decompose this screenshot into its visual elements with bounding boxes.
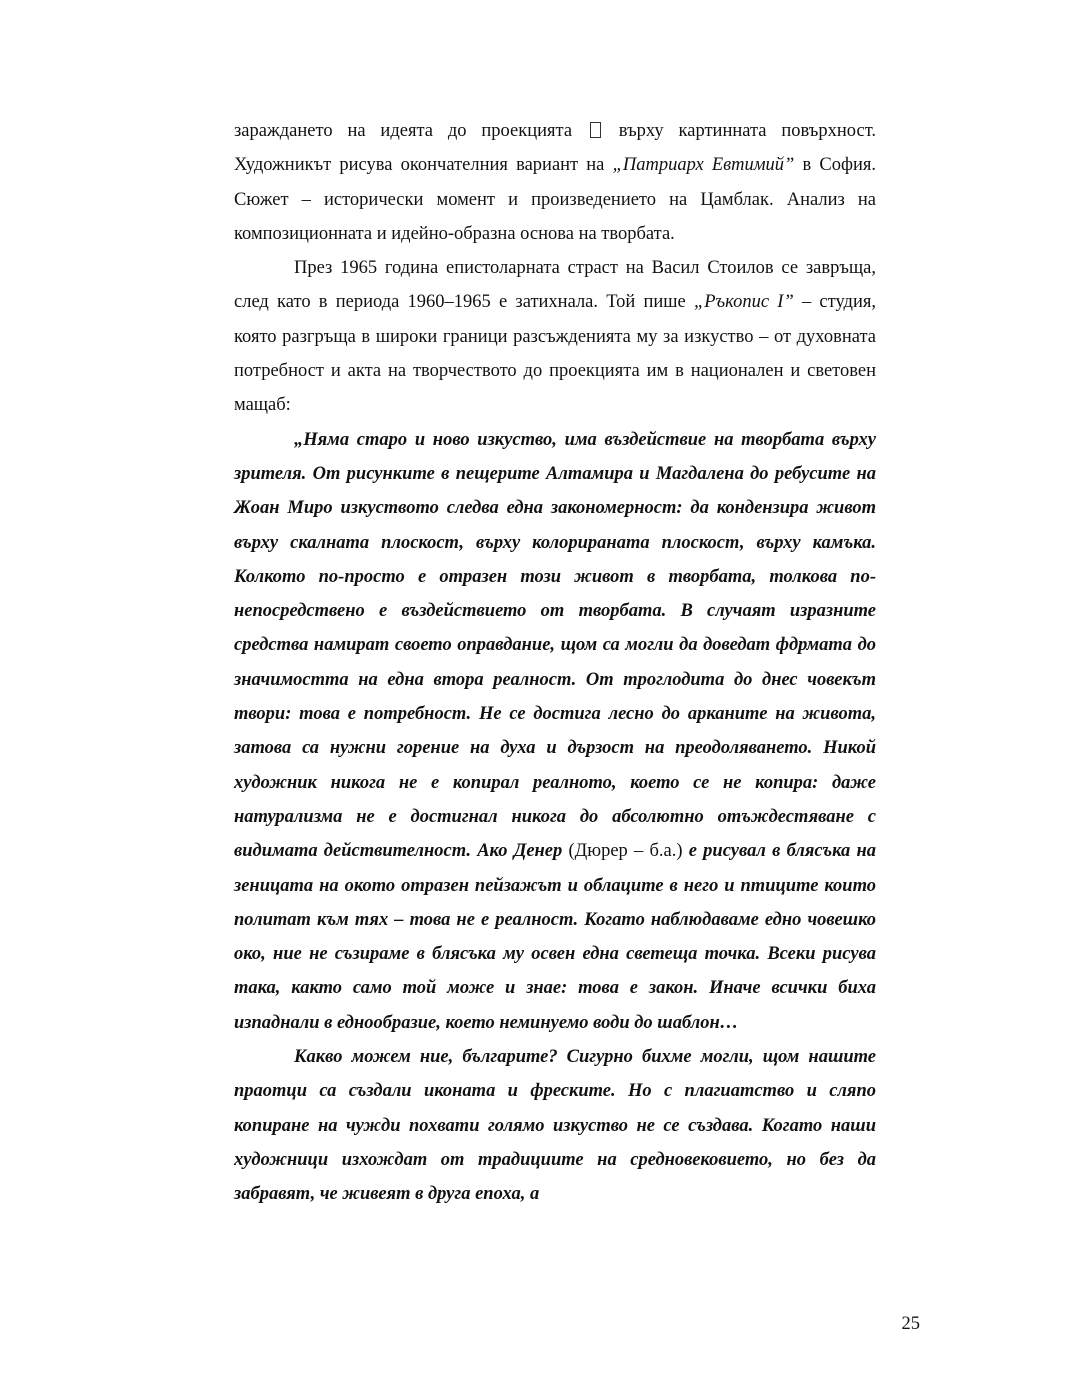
body-text [234, 114, 876, 1212]
paragraph-1: зараждането на идеята до проекцията върху картинната повърхност. Художникът рисува окончателния вариант на „Патриарх Евтимий” в София. Сюжет – исторически момент и произведението на Цамблак. Анализ на композиционната и идейно-образна основа на творбата. [234, 121, 877, 244]
page-number: 25 [901, 1314, 920, 1334]
painting-title: „Патриарх Евтимий” [612, 155, 795, 176]
manuscript-title: „Ръкопис I” [693, 292, 794, 313]
editor-note: (Дюрер – б.а.) [568, 841, 683, 862]
quote-paragraph-2: Какво можем ние, българите? Сигурно бихме могли, щом нашите праотци са създали иконата и фреските. Но с плагиатство и сляпо копиране на чужди похвати голямо изкуство не се създава. Когато наши художници изхождат от традициите на средновековието, но без да забравят, че живеят в друга епоха, а [234, 1047, 876, 1205]
missing-glyph-icon [590, 122, 601, 138]
paragraph-2: През 1965 година епистоларната страст на Васил Стоилов се завръща, след като в периода 1960–1965 е затихнала. Той пише „Ръкопис I” – студия, която разгръща в широки граници разсъжденията му за изкуство – от духовната потребност и акта на творчеството до проекцията им в национален и световен мащаб: [234, 258, 876, 416]
quote-paragraph-1: „Няма старо и ново изкуство, има въздействие на творбата върху зрителя. От рисунките в пещерите Алтамира и Магдалена до ребусите на Жоан Миро изкуството следва една закономерност: да кондензира живот върху скалната плоскост, върху колорираната плоскост, върху камъка. Колкото по-просто е отразен този живот в творбата, толкова по-непосредствено е въздействието от творбата. В случаят изразните средства намират своето оправдание, щом са могли да доведат фдрмата до значимостта на една втора реалност. От троглодита до днес човекът твори: това е потребност. Не се достига лесно до арканите на живота, затова са нужни горение на духа и дързост на преодоляването. Никой художник никога не е копирал реалното, което се не копира: даже натурализма не е достигнал никога до абсолютно отъждестяване с видимата действителност. Ако Денер (Дюрер – б.а.) е рисувал в блясъка на зеницата на окото отразен пейзажът и облаците в него и птиците които политат към тях – това не е реалност. Когато наблюдаваме едно човешко око, ние не съзираме в блясъка му освен една светеща точка. Всеки рисува така, както само той може и знае: това е закон. Иначе всички биха изпаднали в еднообразие, което неминуемо води до шаблон… [234, 429, 877, 1033]
